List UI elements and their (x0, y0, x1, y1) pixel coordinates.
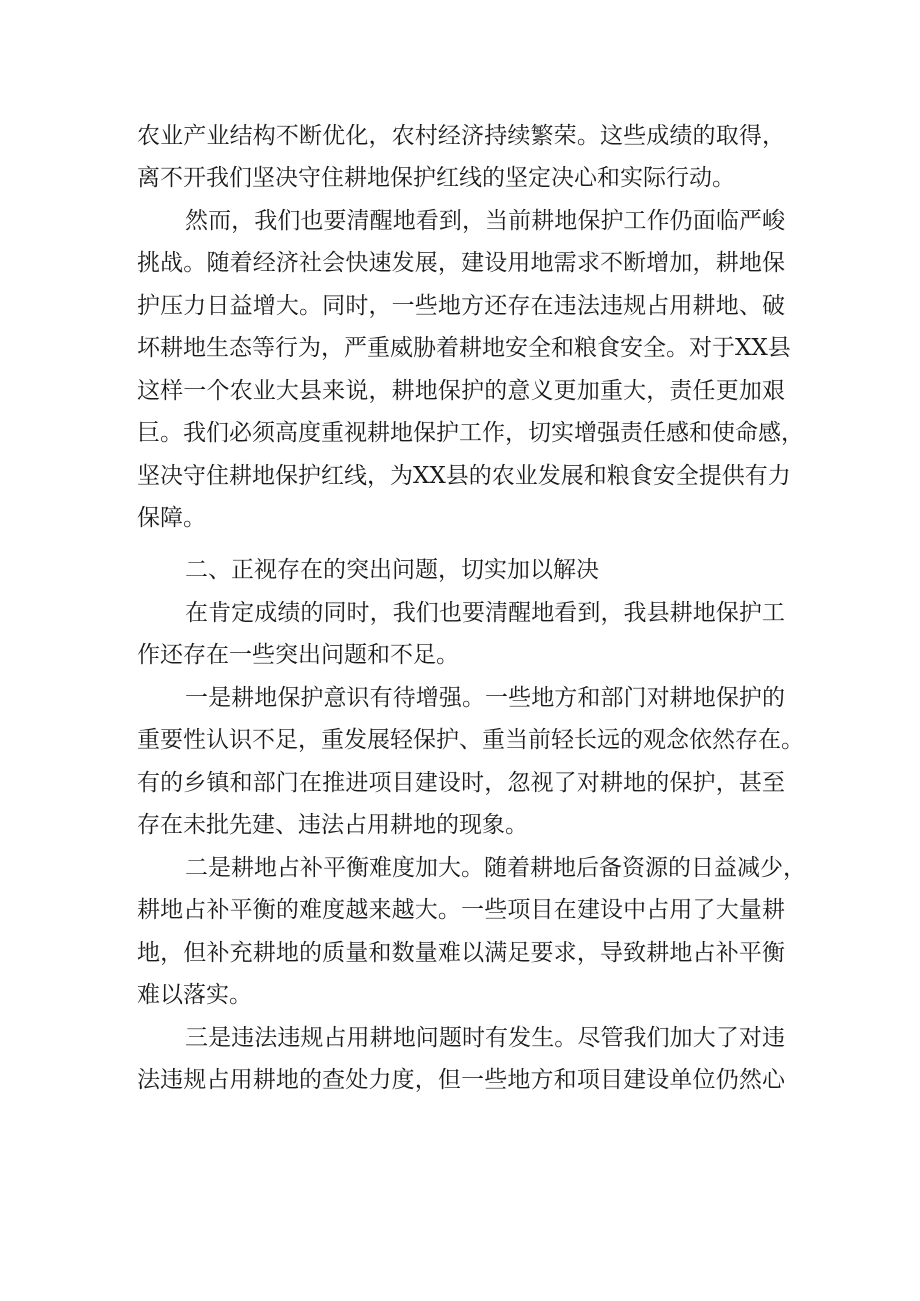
body-text-line: 挑战。随着经济社会快速发展，建设用地需求不断增加，耕地保 (137, 250, 785, 276)
body-text-line: 作还存在一些突出问题和不足。 (137, 642, 459, 668)
body-text-line: 离不开我们坚决守住耕地保护红线的坚定决心和实际行动。 (137, 165, 735, 191)
body-text-line: 难以落实。 (137, 982, 252, 1008)
body-text-line: 农业产业结构不断优化，农村经济持续繁荣。这些成绩的取得， (137, 123, 785, 149)
body-text-line: 巨。我们必须高度重视耕地保护工作，切实增强责任感和使命感， (137, 420, 804, 446)
body-text-line: 地，但补充耕地的质量和数量难以满足要求，导致耕地占补平衡 (137, 940, 785, 966)
body-text-line: 一是耕地保护意识有待增强。一些地方和部门对耕地保护的 (185, 685, 785, 711)
body-text-line: 坚决守住耕地保护红线，为XX县的农业发展和粮食安全提供有力 (137, 463, 791, 489)
body-text-line: 在肯定成绩的同时，我们也要清醒地看到，我县耕地保护工 (185, 600, 785, 626)
body-text-line: 重要性认识不足，重发展轻保护、重当前轻长远的观念依然存在。 (137, 727, 804, 753)
body-text-line: 这样一个农业大县来说，耕地保护的意义更加重大，责任更加艰 (137, 378, 785, 404)
body-text-line: 有的乡镇和部门在推进项目建设时，忽视了对耕地的保护，甚至 (137, 770, 785, 796)
body-text-line: 保障。 (137, 505, 206, 531)
section-heading: 二、正视存在的突出问题，切实加以解决 (185, 557, 599, 583)
body-text-line: 三是违法违规占用耕地问题时有发生。尽管我们加大了对违 (185, 1025, 785, 1051)
body-text-line: 法违规占用耕地的查处力度，但一些地方和项目建设单位仍然心 (137, 1067, 785, 1093)
body-text-line: 耕地占补平衡的难度越来越大。一些项目在建设中占用了大量耕 (137, 897, 785, 923)
body-text-line: 二是耕地占补平衡难度加大。随着耕地后备资源的日益减少， (185, 855, 806, 881)
body-text-line: 坏耕地生态等行为，严重威胁着耕地安全和粮食安全。对于XX县 (137, 335, 791, 361)
body-text-line: 然而，我们也要清醒地看到，当前耕地保护工作仍面临严峻 (185, 208, 785, 234)
body-text-line: 护压力日益增大。同时，一些地方还存在违法违规占用耕地、破 (137, 293, 785, 319)
body-text-line: 存在未批先建、违法占用耕地的现象。 (137, 812, 528, 838)
